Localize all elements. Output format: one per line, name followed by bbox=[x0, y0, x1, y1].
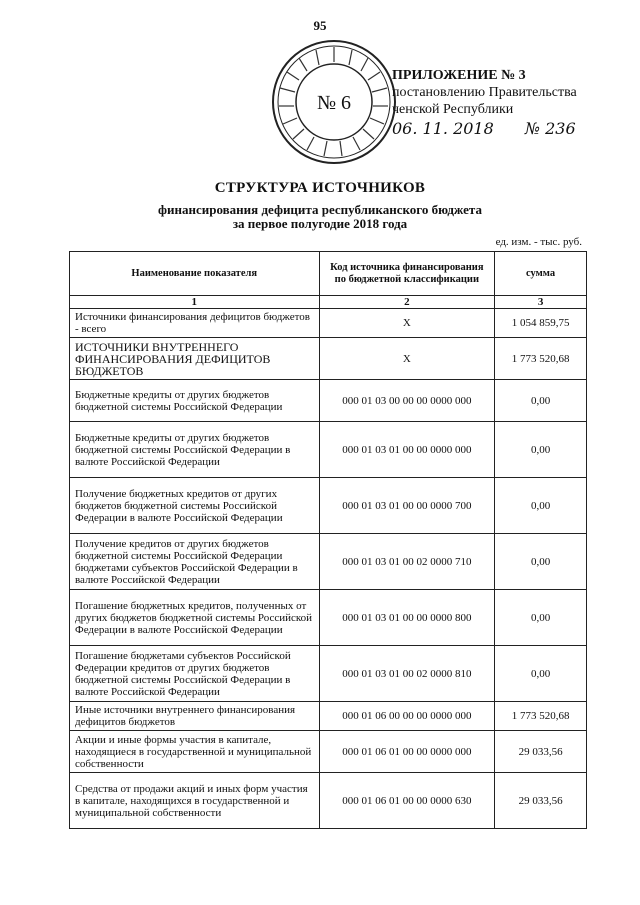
row-name: Получение бюджетных кредитов от других бюджетов бюджетной системы Российской Федерации в валюте Российской Федерации bbox=[70, 478, 320, 534]
header-code: Код источника финансирования по бюджетной классификации bbox=[319, 252, 495, 296]
row-name: Бюджетные кредиты от других бюджетов бюджетной системы Российской Федерации в валюте Российской Федерации bbox=[70, 422, 320, 478]
table-row bbox=[70, 534, 587, 590]
stamp-label: № 6 bbox=[316, 92, 352, 114]
row-name: Погашение бюджетных кредитов, полученных от других бюджетов бюджетной системы Российской Федерации в валюте Российской Федерации bbox=[70, 590, 320, 646]
row-sum: 0,00 bbox=[495, 646, 587, 702]
row-name: Средства от продажи акций и иных форм участия в капитале, находящихся в государственной и муниципальной собственности bbox=[70, 773, 320, 829]
row-code: 000 01 03 01 00 02 0000 810 bbox=[319, 646, 495, 702]
header-name: Наименование показателя bbox=[70, 252, 320, 296]
index-3: 3 bbox=[495, 296, 587, 309]
row-code: 000 01 03 01 00 00 0000 700 bbox=[319, 478, 495, 534]
row-code: X bbox=[319, 338, 495, 380]
table-row bbox=[70, 646, 587, 702]
row-name: Погашение бюджетами субъектов Российской Федерации кредитов от других бюджетов бюджетной системы Российской Федерации в валюте Российской Федерации bbox=[70, 646, 320, 702]
appendix-date: 06. 11. 2018 bbox=[392, 119, 494, 138]
units-label: ед. изм. - тыс. руб. bbox=[495, 236, 582, 248]
subtitle-line2: за первое полугодие 2018 года bbox=[232, 216, 408, 231]
table-row bbox=[70, 731, 587, 773]
row-code: 000 01 03 01 00 02 0000 710 bbox=[319, 534, 495, 590]
row-name: Источники финансирования дефицитов бюджетов - всего bbox=[70, 309, 320, 338]
row-sum: 29 033,56 bbox=[495, 731, 587, 773]
row-sum: 0,00 bbox=[495, 478, 587, 534]
row-sum: 0,00 bbox=[495, 534, 587, 590]
subtitle-line1: финансирования дефицита республиканского бюджета bbox=[158, 202, 482, 217]
document-title: СТРУКТУРА ИСТОЧНИКОВ bbox=[214, 180, 426, 196]
table-row bbox=[70, 702, 587, 731]
row-name: Получение кредитов от других бюджетов бюджетной системы Российской Федерации бюджетами субъектов Российской Федерации в валюте Российской Федерации bbox=[70, 534, 320, 590]
index-1: 1 bbox=[70, 296, 320, 309]
page-number: 95 bbox=[313, 18, 327, 33]
appendix-line2: ченской Республики bbox=[392, 102, 514, 117]
row-sum: 1 773 520,68 bbox=[495, 702, 587, 731]
row-sum: 1 054 859,75 bbox=[495, 309, 587, 338]
row-code: 000 01 03 01 00 00 0000 000 bbox=[319, 422, 495, 478]
appendix-block bbox=[392, 67, 577, 137]
row-name: ИСТОЧНИКИ ВНУТРЕННЕГО ФИНАНСИРОВАНИЯ ДЕФИЦИТОВ БЮДЖЕТОВ bbox=[70, 338, 320, 380]
row-name: Акции и иные формы участия в капитале, находящиеся в государственной и муниципальной собственности bbox=[70, 731, 320, 773]
row-code: 000 01 03 01 00 00 0000 800 bbox=[319, 590, 495, 646]
table-row bbox=[70, 338, 587, 380]
appendix-title: ПРИЛОЖЕНИЕ № 3 bbox=[392, 68, 526, 83]
row-name: Иные источники внутреннего финансирования дефицитов бюджетов bbox=[70, 702, 320, 731]
row-code: 000 01 03 00 00 00 0000 000 bbox=[319, 380, 495, 422]
document-subtitle bbox=[0, 203, 640, 231]
appendix-number: № 236 bbox=[524, 119, 576, 138]
row-sum: 1 773 520,68 bbox=[495, 338, 587, 380]
table-row bbox=[70, 590, 587, 646]
financing-table bbox=[69, 251, 587, 829]
row-sum: 29 033,56 bbox=[495, 773, 587, 829]
row-code: X bbox=[319, 309, 495, 338]
row-code: 000 01 06 01 00 00 0000 000 bbox=[319, 731, 495, 773]
row-sum: 0,00 bbox=[495, 422, 587, 478]
row-code: 000 01 06 00 00 00 0000 000 bbox=[319, 702, 495, 731]
row-name: Бюджетные кредиты от других бюджетов бюджетной системы Российской Федерации bbox=[70, 380, 320, 422]
row-sum: 0,00 bbox=[495, 590, 587, 646]
appendix-line1: постановлению Правительства bbox=[392, 85, 577, 100]
table-row bbox=[70, 309, 587, 338]
seal-stamp bbox=[270, 38, 398, 166]
index-2: 2 bbox=[319, 296, 495, 309]
header-sum: сумма bbox=[495, 252, 587, 296]
row-sum: 0,00 bbox=[495, 380, 587, 422]
table-row bbox=[70, 773, 587, 829]
table-row bbox=[70, 478, 587, 534]
table-row bbox=[70, 380, 587, 422]
appendix-signature bbox=[392, 120, 577, 137]
row-code: 000 01 06 01 00 00 0000 630 bbox=[319, 773, 495, 829]
table-row bbox=[70, 422, 587, 478]
